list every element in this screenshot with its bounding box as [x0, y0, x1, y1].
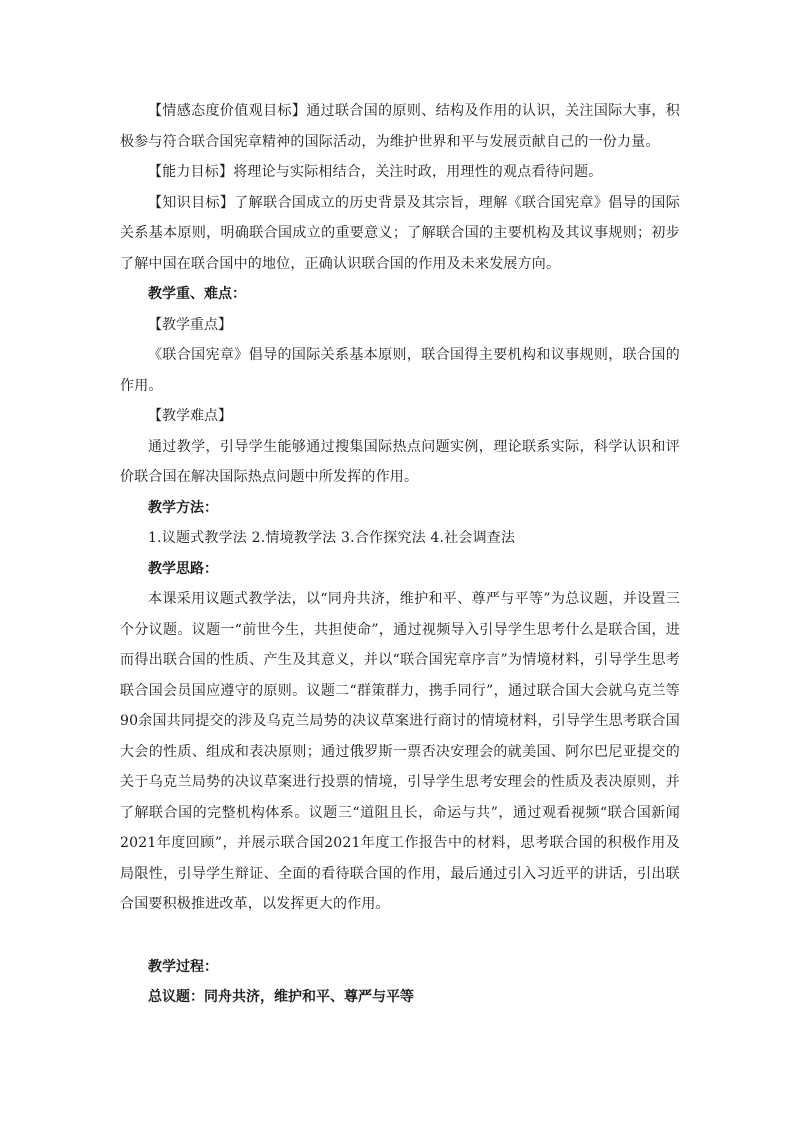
key-difficult-heading: 教学重、难点：: [148, 286, 246, 302]
emotion-goal-paragraph: 【情感态度价值观目标】通过联合国的原则、结构及作用的认识，关注国际大事，积极参与符合联合国宪章精神的国际活动，为维护世界和平与发展贡献自己的一份力量。: [120, 103, 680, 150]
thinking-paragraph: 本课采用议题式教学法，以“同舟共济，维护和平、尊严与平等”为总议题，并设置三个分议题。议题一“前世今生，共担使命”，通过视频导入引导学生思考什么是联合国，进而得出联合国的性质、产生及其意义，并以“联合国宪章序言”为情境材料，引导学生思考联合国会员国应遵守的原则。议题二“群策群力，携手同行”，通过联合国大会就乌克兰等90余国共同提交的涉及乌克兰局势的决议草案进行商讨的情境材料，引导学生思考联合国大会的性质、组成和表决原则；通过俄罗斯一票否决安理会的就美国、阿尔巴尼亚提交的关于乌克兰局势的决议草案进行投票的情境，引导学生思考安理会的性质及表决原则，并了解联合国的完整机构体系。议题三“道阻且长，命运与共”，通过观看视频“联合国新闻2021年度回顾”，并展示联合国2021年度工作报告中的材料，思考联合国的积极作用及局限性，引导学生辩证、全面的看待联合国的作用，最后通过引入习近平的讲话，引出联合国要积极推进改革，以发挥更大的作用。: [120, 591, 680, 912]
difficult-points-paragraph: 通过教学，引导学生能够通过搜集国际热点问题实例，理论联系实际，科学认识和评价联合国在解决国际热点问题中所发挥的作用。: [120, 438, 680, 485]
ability-goal-paragraph: 【能力目标】将理论与实际相结合，关注时政，用理性的观点看待问题。: [148, 164, 603, 180]
key-points-label: 【教学重点】: [148, 316, 232, 333]
knowledge-goal-paragraph: 【知识目标】了解联合国成立的历史背景及其宗旨，理解《联合国宪章》倡导的国际关系基本原则，明确联合国成立的重要意义；了解联合国的主要机构及其议事规则；初步了解中国在联合国中的地位，正确认识联合国的作用及未来发展方向。: [120, 194, 680, 272]
difficult-points-label: 【教学难点】: [148, 408, 232, 424]
thinking-heading: 教学思路：: [148, 560, 218, 577]
methods-heading: 教学方法：: [148, 499, 218, 516]
section-spacer: [120, 920, 680, 952]
key-points-paragraph: 《联合国宪章》倡导的国际关系基本原则，联合国得主要机构和议事规则，联合国的作用。: [120, 347, 680, 394]
main-topic-heading: 总议题：同舟共济，维护和平、尊严与平等: [148, 989, 414, 1005]
methods-paragraph: 1.议题式教学法 2.情境教学法 3.合作探究法 4.社会调查法: [148, 530, 516, 546]
process-heading: 教学过程：: [148, 958, 218, 975]
document-page: [120, 96, 680, 1013]
